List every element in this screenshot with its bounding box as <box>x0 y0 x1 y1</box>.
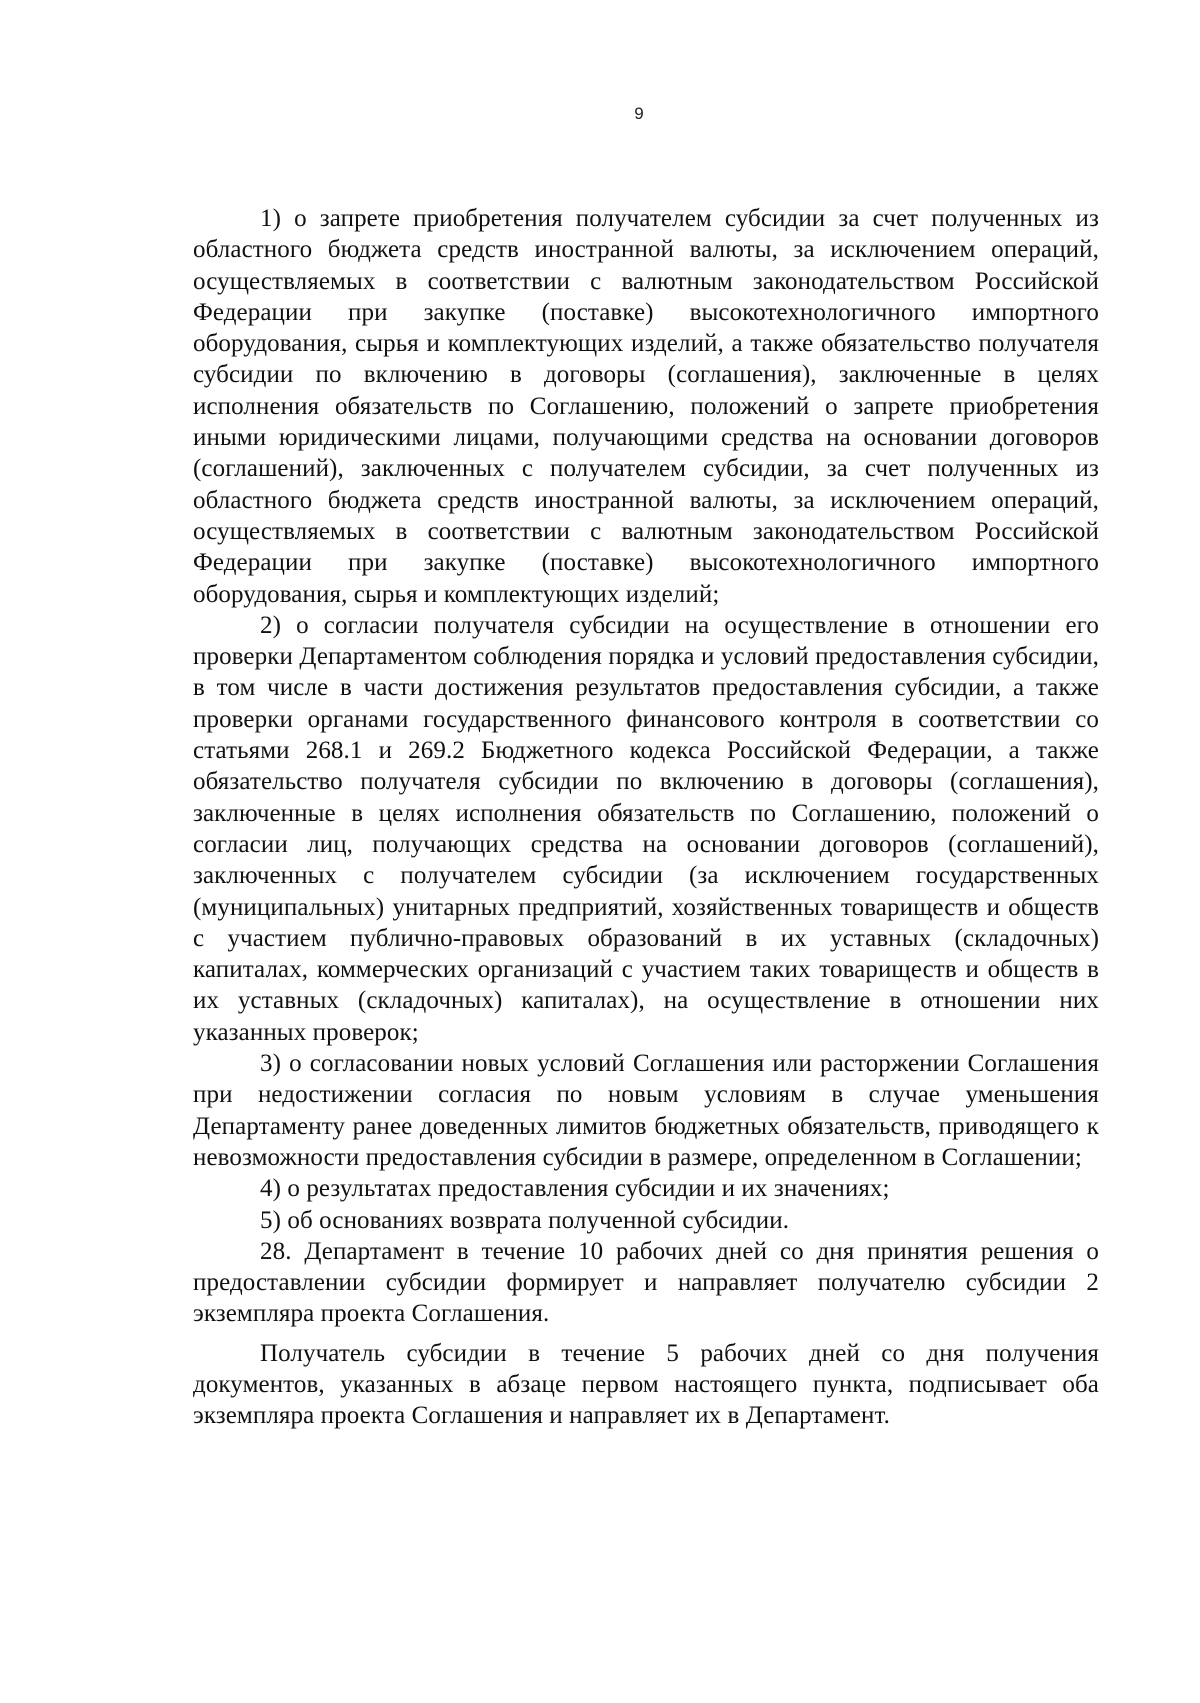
paragraph-item-1: 1) о запрете приобретения получателем субсидии за счет полученных из областного бюджета средств иностранной валюты, за исключением операций, осуществляемых в соответствии с валютным законодательством Российской Федерации при закупке (поставке) высокотехнологичного импортного оборудования, сырья и комплектующих изделий, а также обязательство получателя субсидии по включению в договоры (соглашения), заключенные в целях исполнения обязательств по Соглашению, положений о запрете приобретения иными юридическими лицами, получающими средства на основании договоров (соглашений), заключенных с получателем субсидии, за счет полученных из областного бюджета средств иностранной валюты, за исключением операций, осуществляемых в соответствии с валютным законодательством Российской Федерации при закупке (поставке) высокотехнологичного импортного оборудования, сырья и комплектующих изделий; <box>193 205 1099 608</box>
paragraph-item-5: 5) об основаниях возврата полученной субсидии. <box>260 1206 790 1234</box>
paragraph-item-2: 2) о согласии получателя субсидии на осуществление в отношении его проверки Департаментом соблюдения порядка и условий предоставления субсидии, в том числе в части достижения результатов предоставления субсидии, а также проверки органами государственного финансового контроля в соответствии со статьями 268.1 и 269.2 Бюджетного кодекса Российской Федерации, а также обязательство получателя субсидии по включению в договоры (соглашения), заключенные в целях исполнения обязательств по Соглашению, положений о согласии лиц, получающих средства на основании договоров (соглашений), заключенных с получателем субсидии (за исключением государственных (муниципальных) унитарных предприятий, хозяйственных товариществ и обществ с участием публично-правовых образований в их уставных (складочных) капиталах, коммерческих организаций с участием таких товариществ и обществ в их уставных (складочных) капиталах), на осуществление в отношении них указанных проверок; <box>193 611 1099 1046</box>
paragraph-item-3: 3) о согласовании новых условий Соглашения или расторжении Соглашения при недостижении согласия по новым условиям в случае уменьшения Департаменту ранее доведенных лимитов бюджетных обязательств, приводящего к невозможности предоставления субсидии в размере, определенном в Соглашении; <box>193 1050 1099 1171</box>
paragraph-point-28: 28. Департамент в течение 10 рабочих дней со дня принятия решения о предоставлении субсидии формирует и направляет получателю субсидии 2 экземпляра проекта Соглашения. <box>193 1237 1099 1328</box>
document-body <box>193 203 1099 1432</box>
paragraph-item-4: 4) о результатах предоставления субсидии и их значениях; <box>260 1175 890 1203</box>
paragraph-signing: Получатель субсидии в течение 5 рабочих дней со дня получения документов, указанных в абзаце первом настоящего пункта, подписывает оба экземпляра проекта Соглашения и направляет их в Департамент. <box>193 1339 1099 1430</box>
page-number: 9 <box>634 104 644 123</box>
